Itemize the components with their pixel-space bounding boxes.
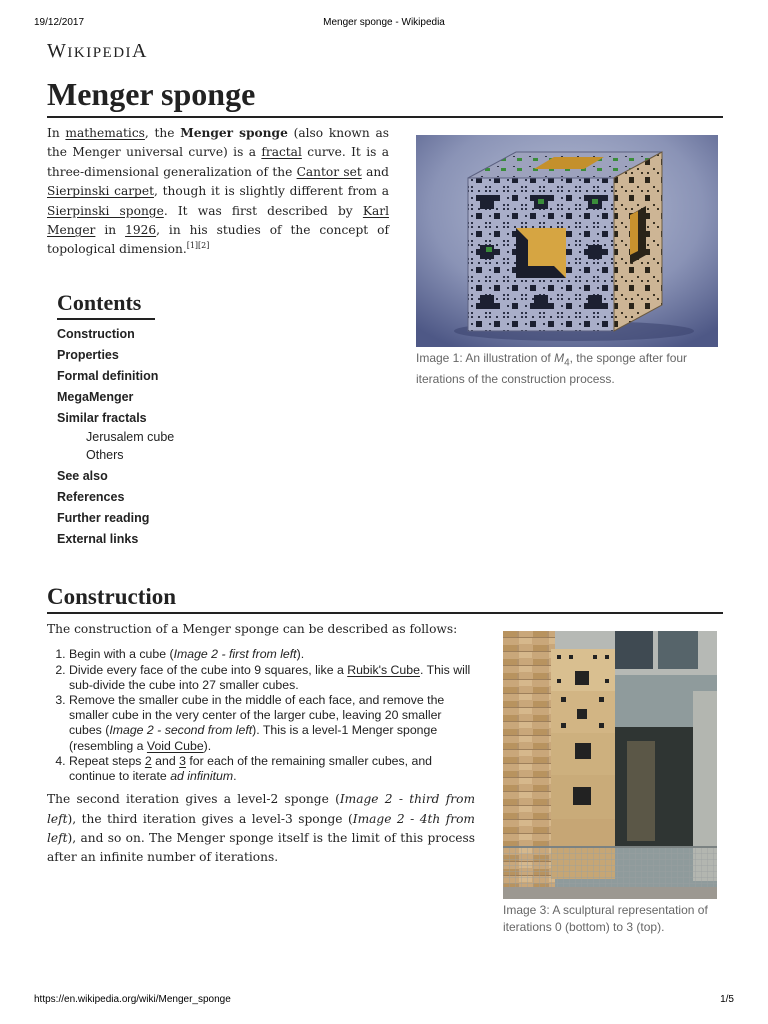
step-1: 1. Begin with a cube (Image 2 - first from left). [69, 647, 475, 662]
link-step-2[interactable]: 2 [144, 753, 152, 768]
toc-item-external-links[interactable]: External links [57, 532, 139, 546]
wordmark-w: W [47, 40, 68, 62]
print-url: https://en.wikipedia.org/wiki/Menger_sponge [34, 994, 231, 1005]
link-rubiks-cube[interactable]: Rubik's Cube [347, 662, 420, 677]
article-subject: Menger sponge [180, 126, 288, 140]
table-of-contents [57, 290, 257, 550]
toc-item-properties[interactable]: Properties [57, 348, 119, 362]
toc-item-similar-fractals-label[interactable]: Similar fractals [57, 411, 147, 425]
toc-sublist [57, 429, 257, 464]
sculpture-photo[interactable] [503, 631, 717, 899]
link-mathematics[interactable]: mathematics [65, 126, 145, 140]
link-1926[interactable]: 1926 [125, 223, 157, 238]
link-step-3[interactable]: 3 [179, 753, 186, 768]
link-void-cube[interactable]: Void Cube [146, 738, 204, 753]
toc-item-similar-fractals [57, 408, 257, 464]
page-title: Menger sponge [47, 74, 723, 118]
print-title: Menger sponge - Wikipedia [323, 17, 445, 28]
menger-sponge-image[interactable] [416, 135, 718, 347]
toc-item-megamenger[interactable]: MegaMenger [57, 390, 134, 404]
step-3: 3. Remove the smaller cube in the middle of each face, and remove the smaller cube in the very center of the larger cube, leaving 20 smaller cubes (Image 2 - second from left). This is a level-1 Menger sponge (resembling a Void Cube). [69, 693, 475, 754]
toc-title: Contents [57, 290, 155, 320]
toc-item-references[interactable]: References [57, 490, 125, 504]
construction-steps [47, 647, 475, 784]
section-heading-construction: Construction [47, 582, 723, 614]
construction-body [47, 620, 475, 868]
wordmark-mid: IKIPEDI [67, 45, 133, 61]
print-header [0, 17, 768, 31]
print-page-number: 1/5 [720, 994, 734, 1005]
toc-list [57, 324, 257, 550]
wordmark-a: A [132, 40, 148, 62]
print-footer [0, 994, 768, 1008]
figure-menger-render [416, 135, 718, 388]
figure3-caption: Image 3: A sculptural representation of iterations 0 (bottom) to 3 (top). [503, 903, 708, 934]
toc-item-formal-definition[interactable]: Formal definition [57, 369, 159, 383]
construction-lead: The construction of a Menger sponge can be described as follows: [47, 622, 458, 636]
toc-item-construction[interactable]: Construction [57, 327, 135, 341]
link-karl-menger[interactable]: Karl Menger [47, 203, 389, 238]
link-fractal[interactable]: fractal [261, 145, 302, 160]
toc-item-see-also[interactable]: See also [57, 469, 108, 483]
link-sierpinski-sponge[interactable]: Sierpinski sponge [47, 203, 164, 218]
toc-item-further-reading[interactable]: Further reading [57, 511, 150, 525]
figure1-caption: Image 1: An illustration of $M_4$, the sponge after four iterations of the construction process. [416, 351, 688, 387]
intro-paragraph: In mathematics, the Menger sponge (also known as the Menger universal curve) is a fractal curve. It is a three-dimensional generalization of the Cantor set and Sierpinski carpet, though it is slightly different from a Sierpinski sponge. It was first described by Karl Menger in 1926, in his studies of the concept of topological dimension.[1][2] [47, 126, 390, 257]
citation-refs[interactable]: [1][2] [186, 241, 210, 251]
caption-math-m: M [554, 351, 565, 365]
construction-paragraph-2: The second iteration gives a level-2 sponge (Image 2 - third from left), the third iteration gives a level-3 sponge (Image 2 - 4th from left), and so on. The Menger sponge itself is the limit of this process after an infinite number of iterations. [47, 792, 475, 865]
step-2: 2. Divide every face of the cube into 9 squares, like a Rubik's Cube. This will sub-divide the cube into 27 smaller cubes. [69, 663, 475, 693]
link-sierpinski-carpet[interactable]: Sierpinski carpet [47, 184, 154, 199]
toc-subitem-others[interactable]: Others [86, 447, 124, 462]
wikipedia-wordmark[interactable] [47, 40, 148, 63]
link-cantor-set[interactable]: Cantor set [296, 164, 362, 179]
step-4: 4. Repeat steps 2 and 3 for each of the remaining smaller cubes, and continue to iterate ad infinitum. [69, 754, 475, 784]
print-date: 19/12/2017 [34, 17, 85, 28]
toc-subitem-jerusalem-cube[interactable]: Jerusalem cube [86, 430, 175, 444]
figure-sculpture [503, 631, 717, 936]
